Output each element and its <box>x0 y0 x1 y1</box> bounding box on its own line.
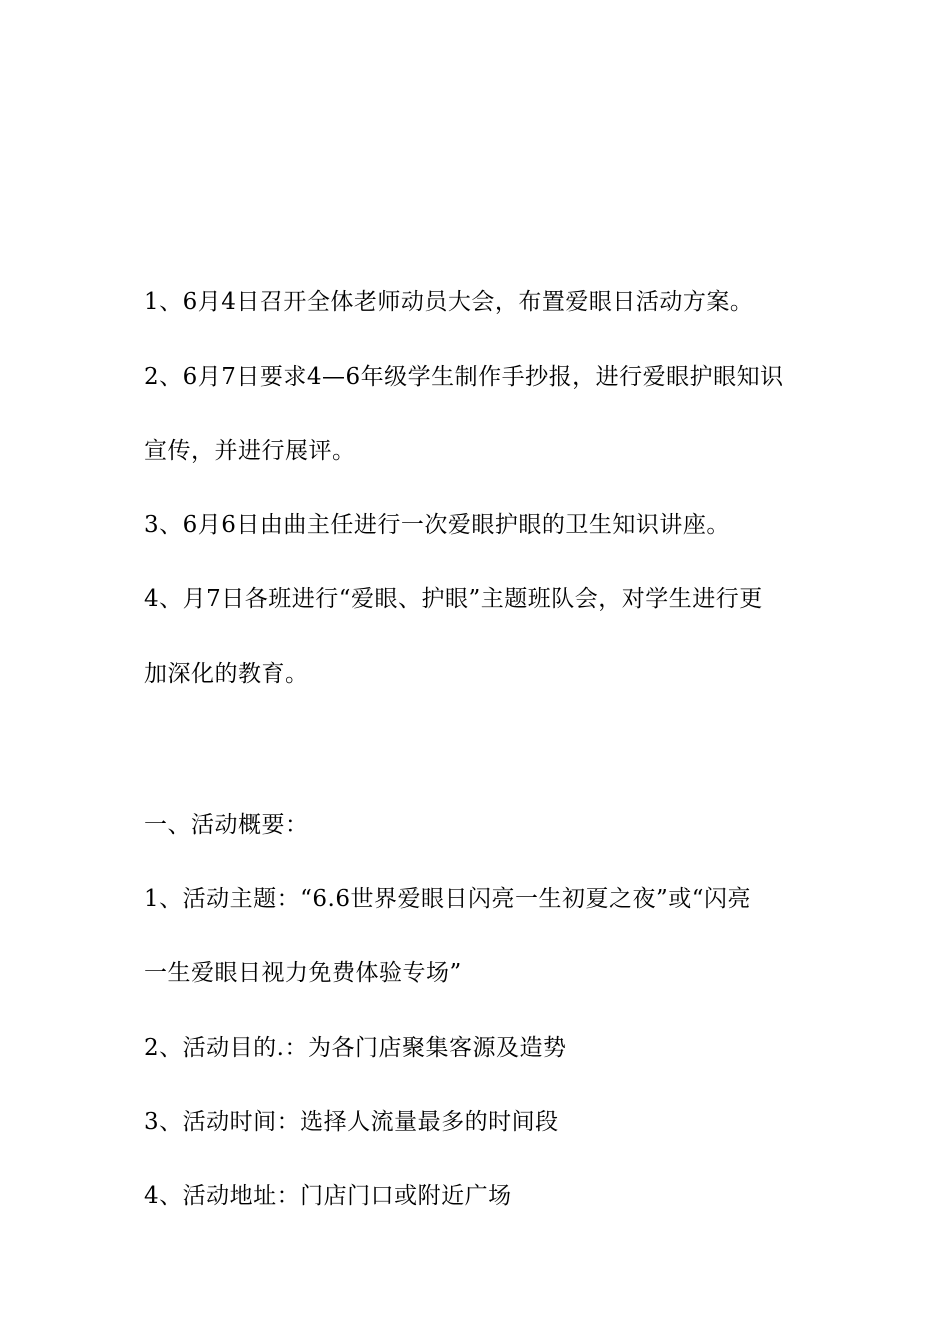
section-heading: 一、活动概要： <box>144 812 309 838</box>
paragraph-line: 4、活动地址：门店门口或附近广场 <box>144 1183 512 1209</box>
paragraph-line: 1、活动主题：“6.6世界爱眼日闪亮一生初夏之夜”或“闪亮 <box>144 886 751 912</box>
paragraph-line: 一生爱眼日视力免费体验专场” <box>144 960 462 986</box>
paragraph-line: 宣传，并进行展评。 <box>144 438 356 464</box>
paragraph-line: 1、6月4日召开全体老师动员大会，布置爱眼日活动方案。 <box>144 289 754 315</box>
paragraph-line: 4、月7日各班进行“爱眼、护眼”主题班队会，对学生进行更 <box>144 586 763 612</box>
paragraph-line: 3、6月6日由曲主任进行一次爱眼护眼的卫生知识讲座。 <box>144 512 730 538</box>
paragraph-line: 2、6月7日要求4—6年级学生制作手抄报，进行爱眼护眼知识 <box>144 364 784 390</box>
paragraph-line: 2、活动目的.：为各门店聚集客源及造势 <box>144 1035 567 1061</box>
paragraph-line: 3、活动时间：选择人流量最多的时间段 <box>144 1109 559 1135</box>
paragraph-line: 加深化的教育。 <box>144 661 309 687</box>
